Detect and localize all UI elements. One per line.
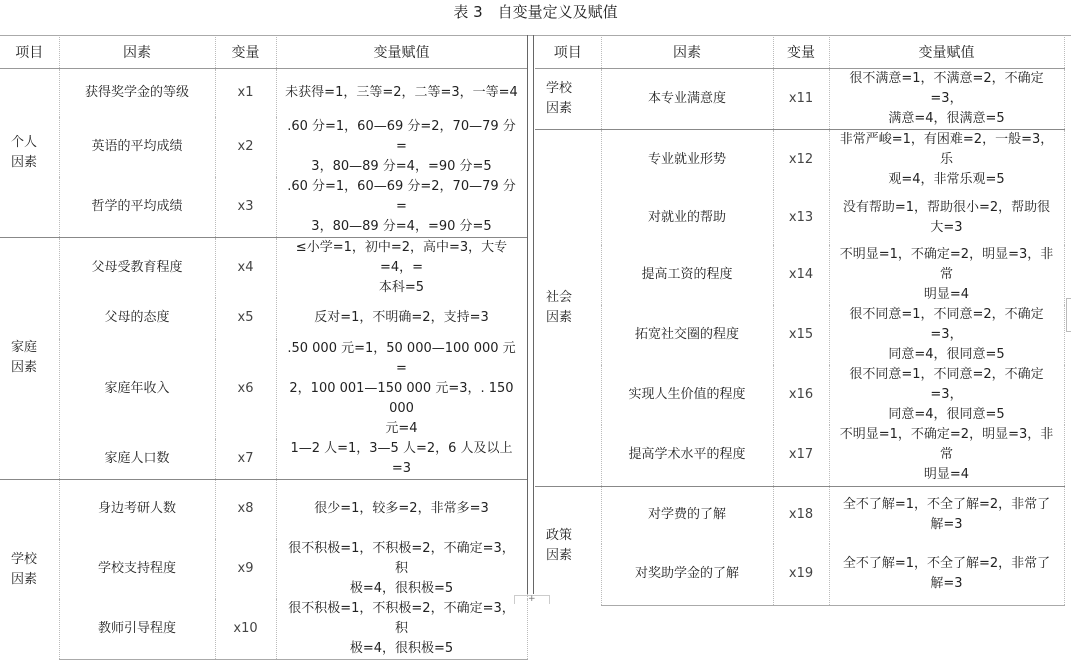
value-line: 很少=1，较多=2，非常多=3: [314, 501, 489, 517]
variable-label: x15: [788, 327, 814, 342]
factor-label: 对学费的了解: [647, 507, 726, 523]
value-line: 不明显=1，不确定=2，明显=3，非常: [839, 427, 1054, 463]
value-cell: [829, 425, 1064, 486]
variable-label: x19: [788, 566, 814, 582]
factor-label: 家庭人口数: [104, 450, 170, 466]
category-cell: [0, 237, 59, 479]
factor-label: 实现人生价值的程度: [628, 387, 746, 402]
factor-label: 获得奖学金的等级: [84, 84, 189, 100]
category-label: 政策: [546, 527, 573, 543]
factor-label: 父母的态度: [104, 310, 170, 325]
factor-label: 拓宽社交圈的程度: [634, 327, 739, 342]
value-line: 反对=1，不明确=2，支持=3: [314, 310, 489, 325]
factor-cell: [601, 365, 773, 425]
table-row: [535, 69, 1064, 130]
variable-label: x3: [237, 198, 254, 214]
variable-cell: [773, 425, 829, 486]
value-cell: [276, 298, 527, 339]
category-label: 因素: [11, 360, 38, 375]
value-line: 非常严峻=1，有困难=2，一般=3，乐: [839, 132, 1054, 167]
header-item: [535, 37, 601, 69]
factor-label: 学校支持程度: [97, 561, 176, 576]
variable-label: x11: [788, 91, 814, 106]
value-cell: [829, 245, 1064, 305]
header-variable-label: 变量: [231, 44, 260, 61]
table-row: [0, 599, 527, 660]
value-line: 全不了解=1，不全了解=2，非常了: [842, 556, 1051, 572]
value-line: 很不积极=1，不积极=2，不确定=3，积: [288, 541, 515, 576]
category-label: 因素: [546, 101, 573, 116]
value-line: 极=4，很积极=5: [349, 581, 454, 596]
header-variable-label: 变量: [787, 44, 815, 61]
factor-cell: [601, 425, 773, 486]
category-label: 社会: [546, 289, 573, 305]
table-row: [535, 305, 1064, 365]
factor-cell: [601, 69, 773, 130]
table-row: [0, 237, 527, 298]
value-line: 没有帮助=1，帮助很小=2，帮助很: [842, 199, 1051, 215]
table-row: [0, 117, 527, 177]
category-cell: [535, 486, 601, 605]
category-cell: [0, 69, 59, 238]
factor-label: 提高学术水平的程度: [628, 447, 746, 463]
factor-cell: [59, 439, 215, 480]
variable-cell: [773, 245, 829, 305]
variable-label: x7: [237, 450, 254, 466]
value-line: 很不同意=1，不同意=2，不确定=3，: [849, 307, 1044, 342]
value-line: 1—2 人=1，3—5 人=2，6 人及以上=3: [290, 440, 513, 476]
factor-cell: [59, 237, 215, 298]
value-line: .60 分=1，60—69 分=2，70—79 分=: [287, 118, 516, 154]
variable-label: x4: [237, 259, 254, 275]
table-row: [0, 298, 527, 339]
value-cell: [276, 479, 527, 539]
table-row: [0, 339, 527, 439]
variable-cell: [773, 365, 829, 425]
factor-label: 对奖助学金的了解: [634, 566, 739, 582]
value-line: .50 000 元=1，50 000—100 000 元=: [287, 340, 516, 376]
right-table: [535, 37, 1065, 606]
value-line: 解=3: [930, 517, 963, 533]
header-factor: [59, 37, 215, 69]
value-cell: [829, 69, 1064, 130]
variable-cell: [215, 439, 276, 480]
value-line: 本科=5: [378, 279, 425, 295]
table-divider: [533, 35, 534, 594]
factor-cell: [59, 69, 215, 117]
variable-label: x13: [788, 209, 814, 225]
value-cell: [276, 599, 527, 660]
factor-label: 对就业的帮助: [647, 209, 726, 225]
factor-cell: [59, 599, 215, 660]
value-line: 大=3: [930, 219, 963, 235]
value-line: 很不满意=1，不满意=2，不确定=3，: [849, 71, 1044, 106]
header-item: [0, 37, 59, 69]
value-cell: [829, 190, 1064, 245]
variable-label: x5: [237, 310, 254, 325]
header-value: [276, 37, 527, 69]
factor-cell: [601, 544, 773, 605]
value-line: 2，100 001—150 000 元=3，. 150 000: [289, 380, 514, 416]
variable-cell: [773, 486, 829, 544]
value-line: 很不同意=1，不同意=2，不确定=3，: [849, 367, 1044, 402]
variable-cell: [215, 177, 276, 238]
header-item-label: 项目: [15, 44, 44, 61]
value-line: 不明显=1，不确定=2，明显=3，非常: [839, 247, 1054, 282]
header-variable: [773, 37, 829, 69]
value-line: 同意=4，很同意=5: [888, 347, 1005, 362]
table-row: [0, 479, 527, 539]
header-factor-label: 因素: [673, 44, 701, 61]
variable-label: x10: [233, 621, 258, 636]
page-edge-marker: [1066, 298, 1071, 332]
variable-cell: [773, 544, 829, 605]
factor-cell: [601, 486, 773, 544]
value-line: 元=4: [385, 420, 418, 436]
factor-cell: [601, 190, 773, 245]
table-caption: 表 3 自变量定义及赋值: [453, 3, 618, 21]
table-row: [0, 69, 527, 117]
factor-label: 提高工资的程度: [641, 267, 733, 282]
value-cell: [276, 69, 527, 117]
value-cell: [276, 539, 527, 599]
category-label: 家庭: [11, 340, 38, 355]
factor-label: 身边考研人数: [97, 501, 176, 517]
value-cell: [829, 365, 1064, 425]
factor-label: 哲学的平均成绩: [91, 198, 183, 214]
factor-label: 英语的平均成绩: [91, 138, 183, 154]
category-label: 学校: [546, 81, 573, 96]
value-line: 满意=4，很满意=5: [888, 111, 1005, 126]
header-value: [829, 37, 1064, 69]
category-cell: [535, 69, 601, 130]
value-line: 同意=4，很同意=5: [888, 407, 1005, 422]
value-cell: [276, 339, 527, 439]
factor-cell: [59, 479, 215, 539]
table-row: [0, 177, 527, 238]
variable-cell: [773, 69, 829, 130]
factor-cell: [601, 305, 773, 365]
factor-label: 父母受教育程度: [91, 259, 183, 275]
header-factor: [601, 37, 773, 69]
factor-label: 家庭年收入: [104, 380, 170, 396]
value-line: .60 分=1，60—69 分=2，70—79 分=: [287, 178, 516, 214]
factor-cell: [601, 130, 773, 191]
table-row: [535, 544, 1064, 605]
value-line: 明显=4: [923, 467, 970, 483]
variable-cell: [773, 190, 829, 245]
table-row: [535, 190, 1064, 245]
value-cell: [276, 439, 527, 480]
variable-label: x12: [788, 152, 814, 167]
value-cell: [829, 130, 1064, 191]
factor-cell: [59, 298, 215, 339]
variable-cell: [215, 539, 276, 599]
category-cell: [0, 479, 59, 660]
table-row: [535, 486, 1064, 544]
category-label: 因素: [11, 571, 38, 587]
factor-label: 本专业满意度: [647, 91, 726, 106]
variable-label: x16: [788, 387, 814, 402]
table-top-rule: [0, 35, 1071, 36]
table-row: [535, 245, 1064, 305]
add-row-icon[interactable]: +: [528, 594, 536, 604]
table-row: [535, 425, 1064, 486]
header-item-label: 项目: [553, 44, 582, 61]
factor-label: 教师引导程度: [97, 621, 176, 636]
value-line: 观=4，非常乐观=5: [888, 172, 1005, 187]
variable-label: x6: [237, 380, 254, 396]
value-line: 未获得=1，三等=2，二等=3，一等=4: [285, 84, 518, 100]
table-row: [535, 130, 1064, 191]
variable-cell: [215, 599, 276, 660]
variable-label: x1: [237, 84, 254, 100]
header-row: [535, 37, 1064, 69]
variable-label: x17: [788, 447, 814, 463]
category-label: 因素: [546, 547, 573, 563]
value-cell: [829, 305, 1064, 365]
header-variable: [215, 37, 276, 69]
value-cell: [829, 486, 1064, 544]
factor-cell: [59, 539, 215, 599]
variable-label: x18: [788, 507, 814, 523]
variable-label: x14: [788, 267, 814, 282]
variable-cell: [773, 130, 829, 191]
value-cell: [276, 177, 527, 238]
variable-label: x9: [237, 561, 254, 576]
table-row: [0, 539, 527, 599]
header-value-label: 变量赋值: [918, 44, 975, 61]
variable-cell: [215, 69, 276, 117]
factor-cell: [59, 177, 215, 238]
value-cell: [829, 544, 1064, 605]
value-line: 明显=4: [923, 287, 970, 302]
value-line: 解=3: [930, 576, 963, 592]
header-factor-label: 因素: [123, 44, 151, 61]
table-divider: [527, 35, 528, 594]
variable-cell: [215, 479, 276, 539]
value-cell: [276, 237, 527, 298]
left-table: [0, 37, 528, 660]
factor-label: 专业就业形势: [647, 152, 726, 167]
value-line: 很不积极=1，不积极=2，不确定=3，积: [288, 601, 515, 636]
category-cell: [535, 130, 601, 487]
variable-cell: [773, 305, 829, 365]
category-label: 个人: [11, 134, 38, 150]
variable-cell: [215, 117, 276, 177]
variable-cell: [215, 237, 276, 298]
variable-label: x2: [237, 138, 254, 154]
value-line: 3，80—89 分=4，=90 分=5: [311, 158, 492, 174]
header-row: [0, 37, 527, 69]
table-row: [535, 365, 1064, 425]
header-value-label: 变量赋值: [373, 44, 430, 61]
variable-cell: [215, 339, 276, 439]
category-label: 学校: [11, 551, 38, 567]
value-line: 极=4，很积极=5: [349, 641, 454, 656]
factor-cell: [601, 245, 773, 305]
factor-cell: [59, 339, 215, 439]
value-line: 3，80—89 分=4，=90 分=5: [311, 218, 492, 234]
table-row: [0, 439, 527, 480]
category-label: 因素: [11, 154, 38, 170]
factor-cell: [59, 117, 215, 177]
variable-label: x8: [237, 501, 254, 517]
value-line: ≤小学=1，初中=2，高中=3，大专=4，=: [295, 239, 508, 275]
category-label: 因素: [546, 309, 573, 325]
variable-cell: [215, 298, 276, 339]
value-cell: [276, 117, 527, 177]
value-line: 全不了解=1，不全了解=2，非常了: [842, 497, 1051, 513]
